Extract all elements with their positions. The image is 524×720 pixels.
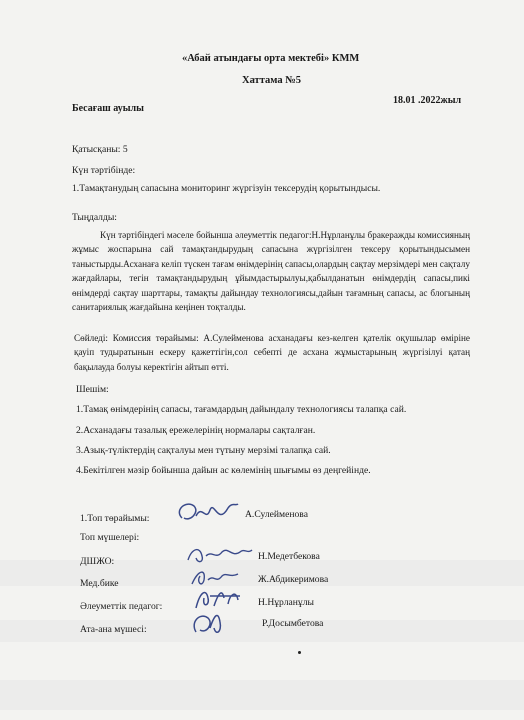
signature-name: А.Сулейменова xyxy=(245,509,308,520)
signature-role: Ата-ана мүшесі: xyxy=(80,624,147,635)
handwritten-signature xyxy=(186,606,234,640)
attendance: Қатысқаны: 5 xyxy=(72,144,128,155)
signature-role: Әлеуметтік педагог: xyxy=(80,601,163,612)
decision-label: Шешім: xyxy=(76,384,109,395)
listened-text: Күн тәртібіндегі мәселе бойынша әлеуметтік педагог:Н.Нұрланұлы бракеражды комиссияның жұмыс жоспарына сай тамақтандырудың сапасына жүргізілген тексеру қорытындысымен таныстырды.Асханаға келіп түскен тағам өнімдерінің сапасы,олардың сақтау мерзімдері мен сақталу жағдайлары, тегін тамақтандырудың ұйымдастырылуы,қабылданатын өнімдердің сапасы,пикі өнімдерді сақтау шарттары, тамақты дайындау технологиясы,дайын тағамның сапасы, ас блогының санитариялық жағдайына кеңінен тоқталды. xyxy=(72,230,470,313)
signature-name: Ж.Абдикеримова xyxy=(258,574,329,585)
decision-item: 3.Азық-түліктердің сақталуы мен түтыну мерзімі талапқа сай. xyxy=(76,445,331,456)
signature-name: Н.Медетбекова xyxy=(258,551,320,562)
signature-name: Н.Нұрланұлы xyxy=(258,597,314,608)
ink-dot xyxy=(298,651,301,654)
agenda-label: Күн тәртібінде: xyxy=(72,165,136,176)
school-name: «Абай атындағы орта мектебі» КММ xyxy=(182,53,360,64)
handwritten-signature xyxy=(172,496,242,528)
protocol-title: Хаттама №5 xyxy=(242,75,302,86)
signature-role: 1.Топ төрайымы: xyxy=(80,513,150,524)
place: Бесағаш ауылы xyxy=(72,103,144,114)
date: 18.01 .2022жыл xyxy=(393,95,462,106)
listened-label: Тыңдалды: xyxy=(72,212,117,223)
decision-item: 4.Бекітілген мәзір бойынша дайын ас көлемінің шығымы өз деңгейінде. xyxy=(76,465,371,476)
decision-item: 1.Тамақ өнімдерінің сапасы, тағамдардың дайындалу технологиясы талапқа сай. xyxy=(76,404,407,415)
spoke-text: Сөйледі: Комиссия төрайымы: А.Сулейменова асханадағы кез-келген қателік оқушылар өміріне қауіп тудыратынын ескеру қажеттігін,сол себепті де асхана жұмыстарының жүргізілуі қатаң бақылауда болуы керектігін айтып өтті. xyxy=(74,333,470,372)
signature-name: Р.Досымбетова xyxy=(262,618,324,629)
agenda-item: 1.Тамақтанудың сапасына мониторинг жүргізуін тексерудің қорытындысы. xyxy=(72,183,381,194)
signature-role: ДШЖО: xyxy=(80,556,115,567)
signature-role: Топ мүшелері: xyxy=(80,532,140,543)
signature-role: Мед.бике xyxy=(80,578,119,589)
scan-band xyxy=(0,680,524,710)
decision-item: 2.Асханадағы тазалық ережелерінің нормалары сақталған. xyxy=(76,425,316,436)
